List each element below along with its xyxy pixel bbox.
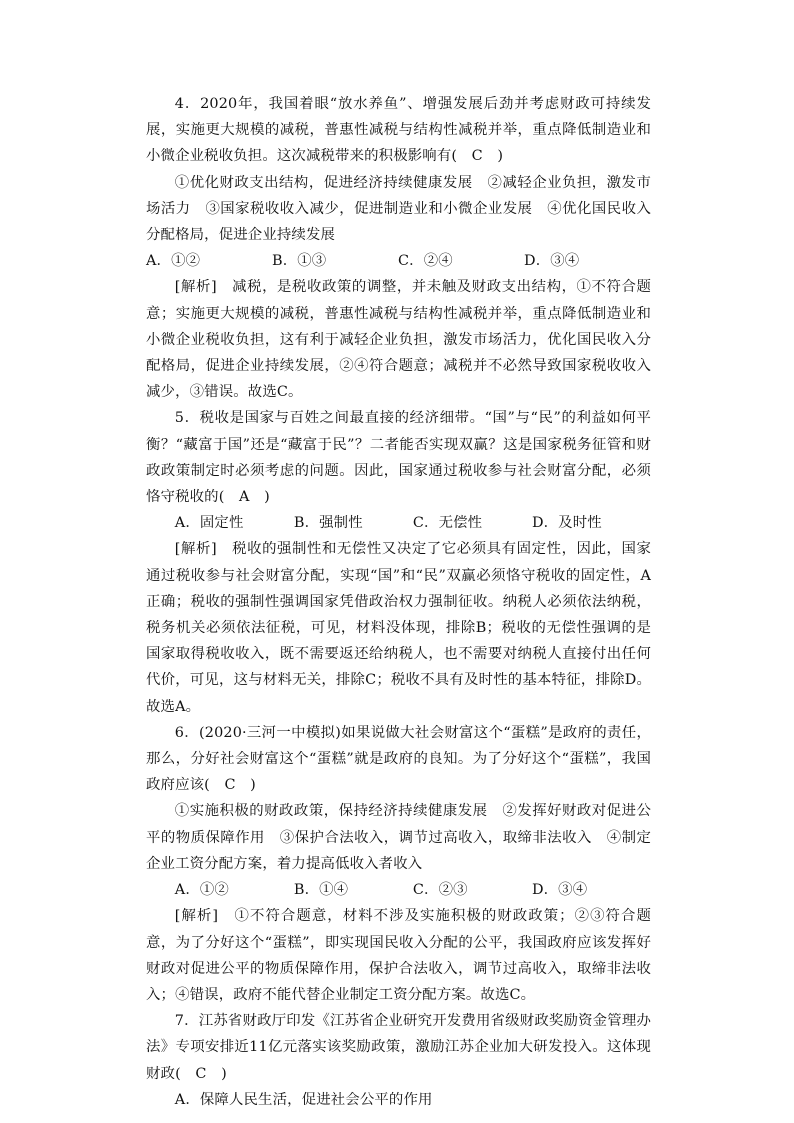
question-5-analysis: [解析] 税收的强制性和无偿性又决定了它必须具有固定性，因此，国家通过税收参与社会财富分配，实现“国”和“民”双赢必须恪守税收的固定性，A正确；税收的强制性强调国家凭借政治权力强制征收。纳税人必须依法纳税，税务机关必须依法征税，可见，材料没体现，排除B；税收的无偿性强调的是国家取得税收收入，既不需要返还给纳税人，也不需要对纳税人直接付出任何代价，可见，这与材料无关，排除C；税收不具有及时性的基本特征，排除D。故选A。: [146, 541, 651, 715]
question-6-options: [146, 877, 651, 903]
question-4-stem: 4．2020年，我国着眼“放水养鱼”、增强发展后劲并考虑财政可持续发展，实施更大规模的减税，普惠性减税与结构性减税并举，重点降低制造业和小微企业税收负担。这次减税带来的积极影响有( C ): [146, 96, 651, 165]
question-5-stem: 5．税收是国家与百姓之间最直接的经济细带。“国”与“民”的利益如何平衡？“藏富于国”还是“藏富于民”？二者能否实现双赢？这是国家税务征管和财政政策制定时必须考虑的问题。因此，国家通过税收参与社会财富分配，必须恪守税收的( A ): [146, 410, 651, 506]
question-5-options: [146, 510, 651, 536]
question-6-option-c: C．②③: [412, 882, 468, 899]
question-7-option-a: A．保障人民生活，促进社会公平的作用: [174, 1091, 433, 1108]
question-6-analysis: [解析] ①不符合题意，材料不涉及实施积极的财政政策；②③符合题意，为了分好这个“蛋糕”，即实现国民收入分配的公平，我国政府应该发挥好财政对促进公平的物质保障作用，保护合法收入，调节过高收入，取缔非法收入；④错误，政府不能代替企业制定工资分配方案。故选C。: [146, 908, 651, 1003]
question-5-option-b: B．强制性: [293, 515, 363, 532]
question-5-option-a: A．固定性: [174, 515, 244, 532]
question-6-option-a: A．①②: [174, 882, 229, 899]
question-4-option-b: B．①③: [272, 253, 327, 270]
question-4-option-a: A．①②: [146, 253, 201, 270]
question-7-stem: 7．江苏省财政厅印发《江苏省企业研究开发费用省级财政奖励资金管理办法》专项安排近11亿元落实该奖励政策，激励江苏企业加大研发投入。这体现财政( C ): [146, 1013, 651, 1082]
question-4-choices: ①优化财政支出结构，促进经济持续健康发展 ②减轻企业负担，激发市场活力 ③国家税收收入减少，促进制造业和小微企业发展 ④优化国民收入分配格局，促进企业持续发展: [146, 174, 651, 244]
question-6-stem: 6．(2020·三河一中模拟)如果说做大社会财富这个“蛋糕”是政府的责任，那么，分好社会财富这个“蛋糕”就是政府的良知。为了分好这个“蛋糕”，我国政府应该( C ): [146, 724, 651, 794]
question-5-option-d: D．及时性: [531, 515, 602, 532]
question-4-options: [146, 248, 651, 274]
question-4-option-d: D．③④: [524, 253, 580, 270]
question-4-option-c: C．②④: [398, 253, 453, 270]
document-content: [146, 91, 651, 1113]
question-6-choices: ①实施积极的财政政策，保持经济持续健康发展 ②发挥好财政对促进公平的物质保障作用 ③保护合法收入，调节过高收入，取缔非法收入 ④制定企业工资分配方案，着力提高低收入者收入: [146, 803, 651, 872]
question-5-option-c: C．无偿性: [412, 515, 483, 532]
question-6-option-b: B．①④: [293, 882, 349, 899]
question-4-analysis: [解析] 减税，是税收政策的调整，并未触及财政支出结构，①不符合题意；实施更大规模的减税，普惠性减税与结构性减税并举，重点降低制造业和小微企业税收负担，这有利于减轻企业负担，激发市场活力，优化国民收入分配格局，促进企业持续发展，②④符合题意；减税并不必然导致国家税收收入减少，③错误。故选C。: [146, 279, 651, 401]
question-6-option-d: D．③④: [531, 882, 588, 899]
